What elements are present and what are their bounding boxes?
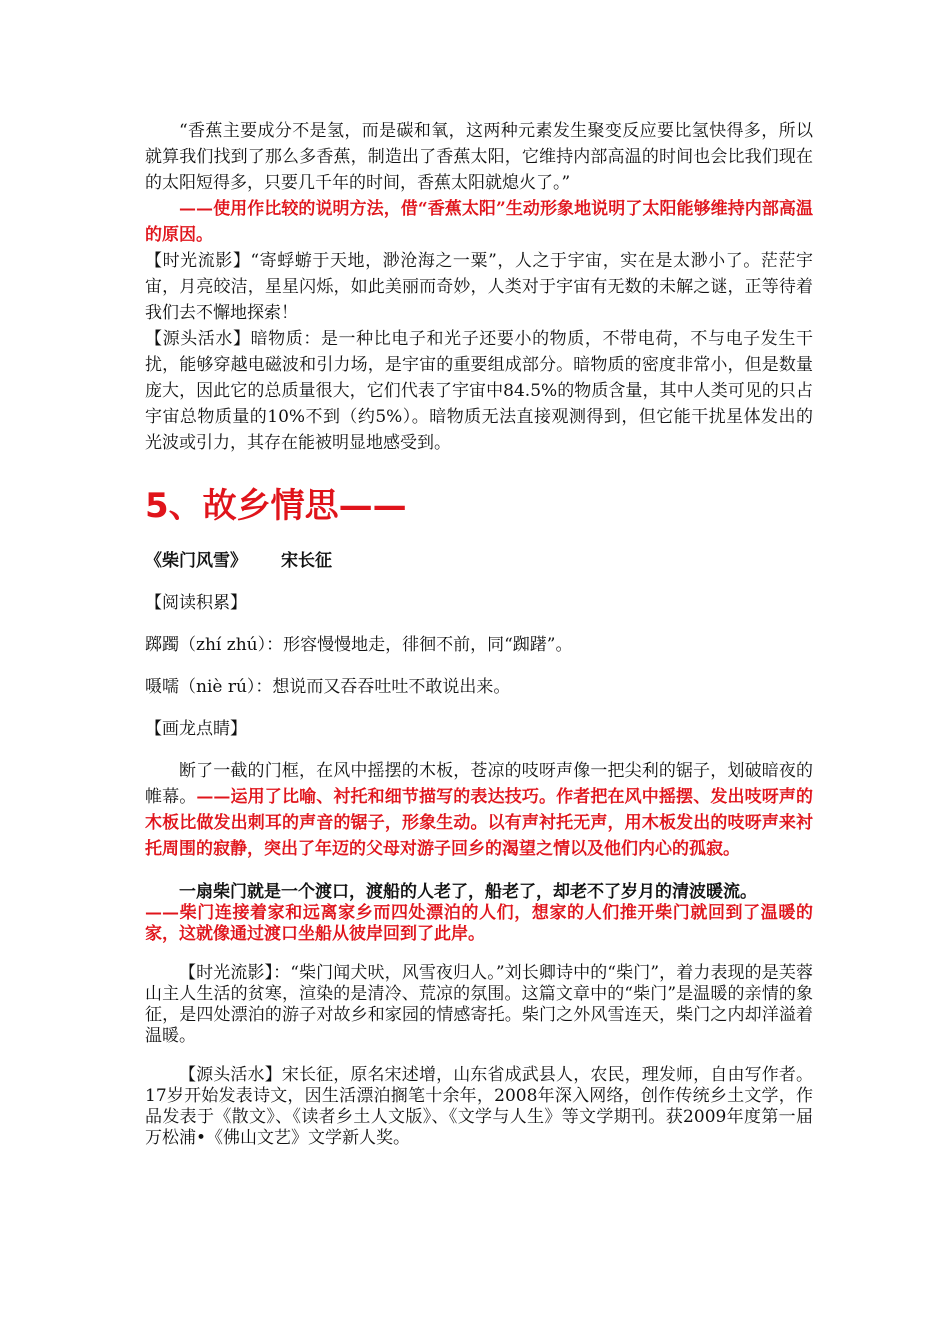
highlight-label: 【画龙点睛】 — [145, 719, 247, 739]
vocab-item-2: 嗫嚅（niè rú）：想说而又吞吞吐吐不敢说出来。 — [145, 677, 511, 697]
excerpt-1-note: ——运用了比喻、衬托和细节描写的表达技巧。作者把在风中摇摆、发出吱呀声的木板比做发出刺耳的声音的锯子，形象生动。以有声衬托无声，用木板发出的吱呀声来衬托周围的寂静，突出了年迈的父母对游子回乡的渴望之情以及他们内心的孤寂。 — [145, 787, 813, 859]
work-title-line — [145, 548, 813, 574]
work-author: 宋长征 — [281, 551, 332, 571]
reading-label: 【阅读积累】 — [145, 593, 247, 613]
banana-quote: “香蕉主要成分不是氢，而是碳和氧，这两种元素发生聚变反应要比氢快得多，所以就算我们找到了那么多香蕉，制造出了香蕉太阳，它维持内部高温的时间也会比我们现在的太阳短得多，只要几千年的时间，香蕉太阳就熄火了。” — [145, 121, 813, 193]
banana-quote-note: ——使用作比较的说明方法，借“香蕉太阳”生动形象地说明了太阳能够维持内部高温的原因。 — [145, 199, 813, 245]
vocab-item-1: 踯躅（zhí zhú）：形容慢慢地走，徘徊不前，同“踟躇”。 — [145, 635, 573, 655]
section-heading: 5、故乡情思—— — [145, 486, 407, 526]
work-title: 《柴门风雪》 — [145, 551, 247, 571]
excerpt-1 — [145, 758, 813, 862]
excerpt-1-text: 断了一截的门框，在风中摇摆的木板，苍凉的吱呀声像一把尖利的锯子，划破暗夜的帷幕。 — [145, 761, 813, 807]
yuantou-paragraph-1: 【源头活水】暗物质：是一种比电子和光子还要小的物质，不带电荷，不与电子发生干扰，能够穿越电磁波和引力场，是宇宙的重要组成部分。暗物质的密度非常小，但是数量庞大，因此它的总质量很大，它们代表了宇宙中84.5%的物质含量，其中人类可见的只占宇宙总物质量的10%不到（约5%）。暗物质无法直接观测得到，但它能干扰星体发出的光波或引力，其存在能被明显地感受到。 — [145, 329, 813, 453]
excerpt-2: 一扇柴门就是一个渡口，渡船的人老了，船老了，却老不了岁月的清波暖流。 — [179, 882, 757, 902]
document-page — [145, 118, 813, 1149]
yuantou-paragraph-2: 【源头活水】宋长征，原名宋述增，山东省成武县人，农民，理发师，自由写作者。17岁开始发表诗文，因生活漂泊搁笔十余年，2008年深入网络，创作传统乡土文学，作品发表于《散文》、《读者乡土人文版》、《文学与人生》等文学期刊。获2009年度第一届万松浦•《佛山文艺》文学新人奖。 — [145, 1065, 813, 1148]
shiguang-paragraph-1: 【时光流影】“寄蜉蝣于天地，渺沧海之一粟”，人之于宇宙，实在是太渺小了。茫茫宇宙，月亮皎洁，星星闪烁，如此美丽而奇妙，人类对于宇宙有无数的未解之谜，正等待着我们去不懈地探索！ — [145, 251, 813, 323]
shiguang-paragraph-2: 【时光流影】：“柴门闻犬吠，风雪夜归人。”刘长卿诗中的“柴门”，着力表现的是芙蓉山主人生活的贫寒，渲染的是清冷、荒凉的氛围。这篇文章中的“柴门”是温暖的亲情的象征，是四处漂泊的游子对故乡和家园的情感寄托。柴门之外风雪连天，柴门之内却洋溢着温暖。 — [145, 963, 813, 1046]
excerpt-2-note: ——柴门连接着家和远离家乡而四处漂泊的人们，想家的人们推开柴门就回到了温暖的家，这就像通过渡口坐船从彼岸回到了此岸。 — [145, 903, 813, 944]
